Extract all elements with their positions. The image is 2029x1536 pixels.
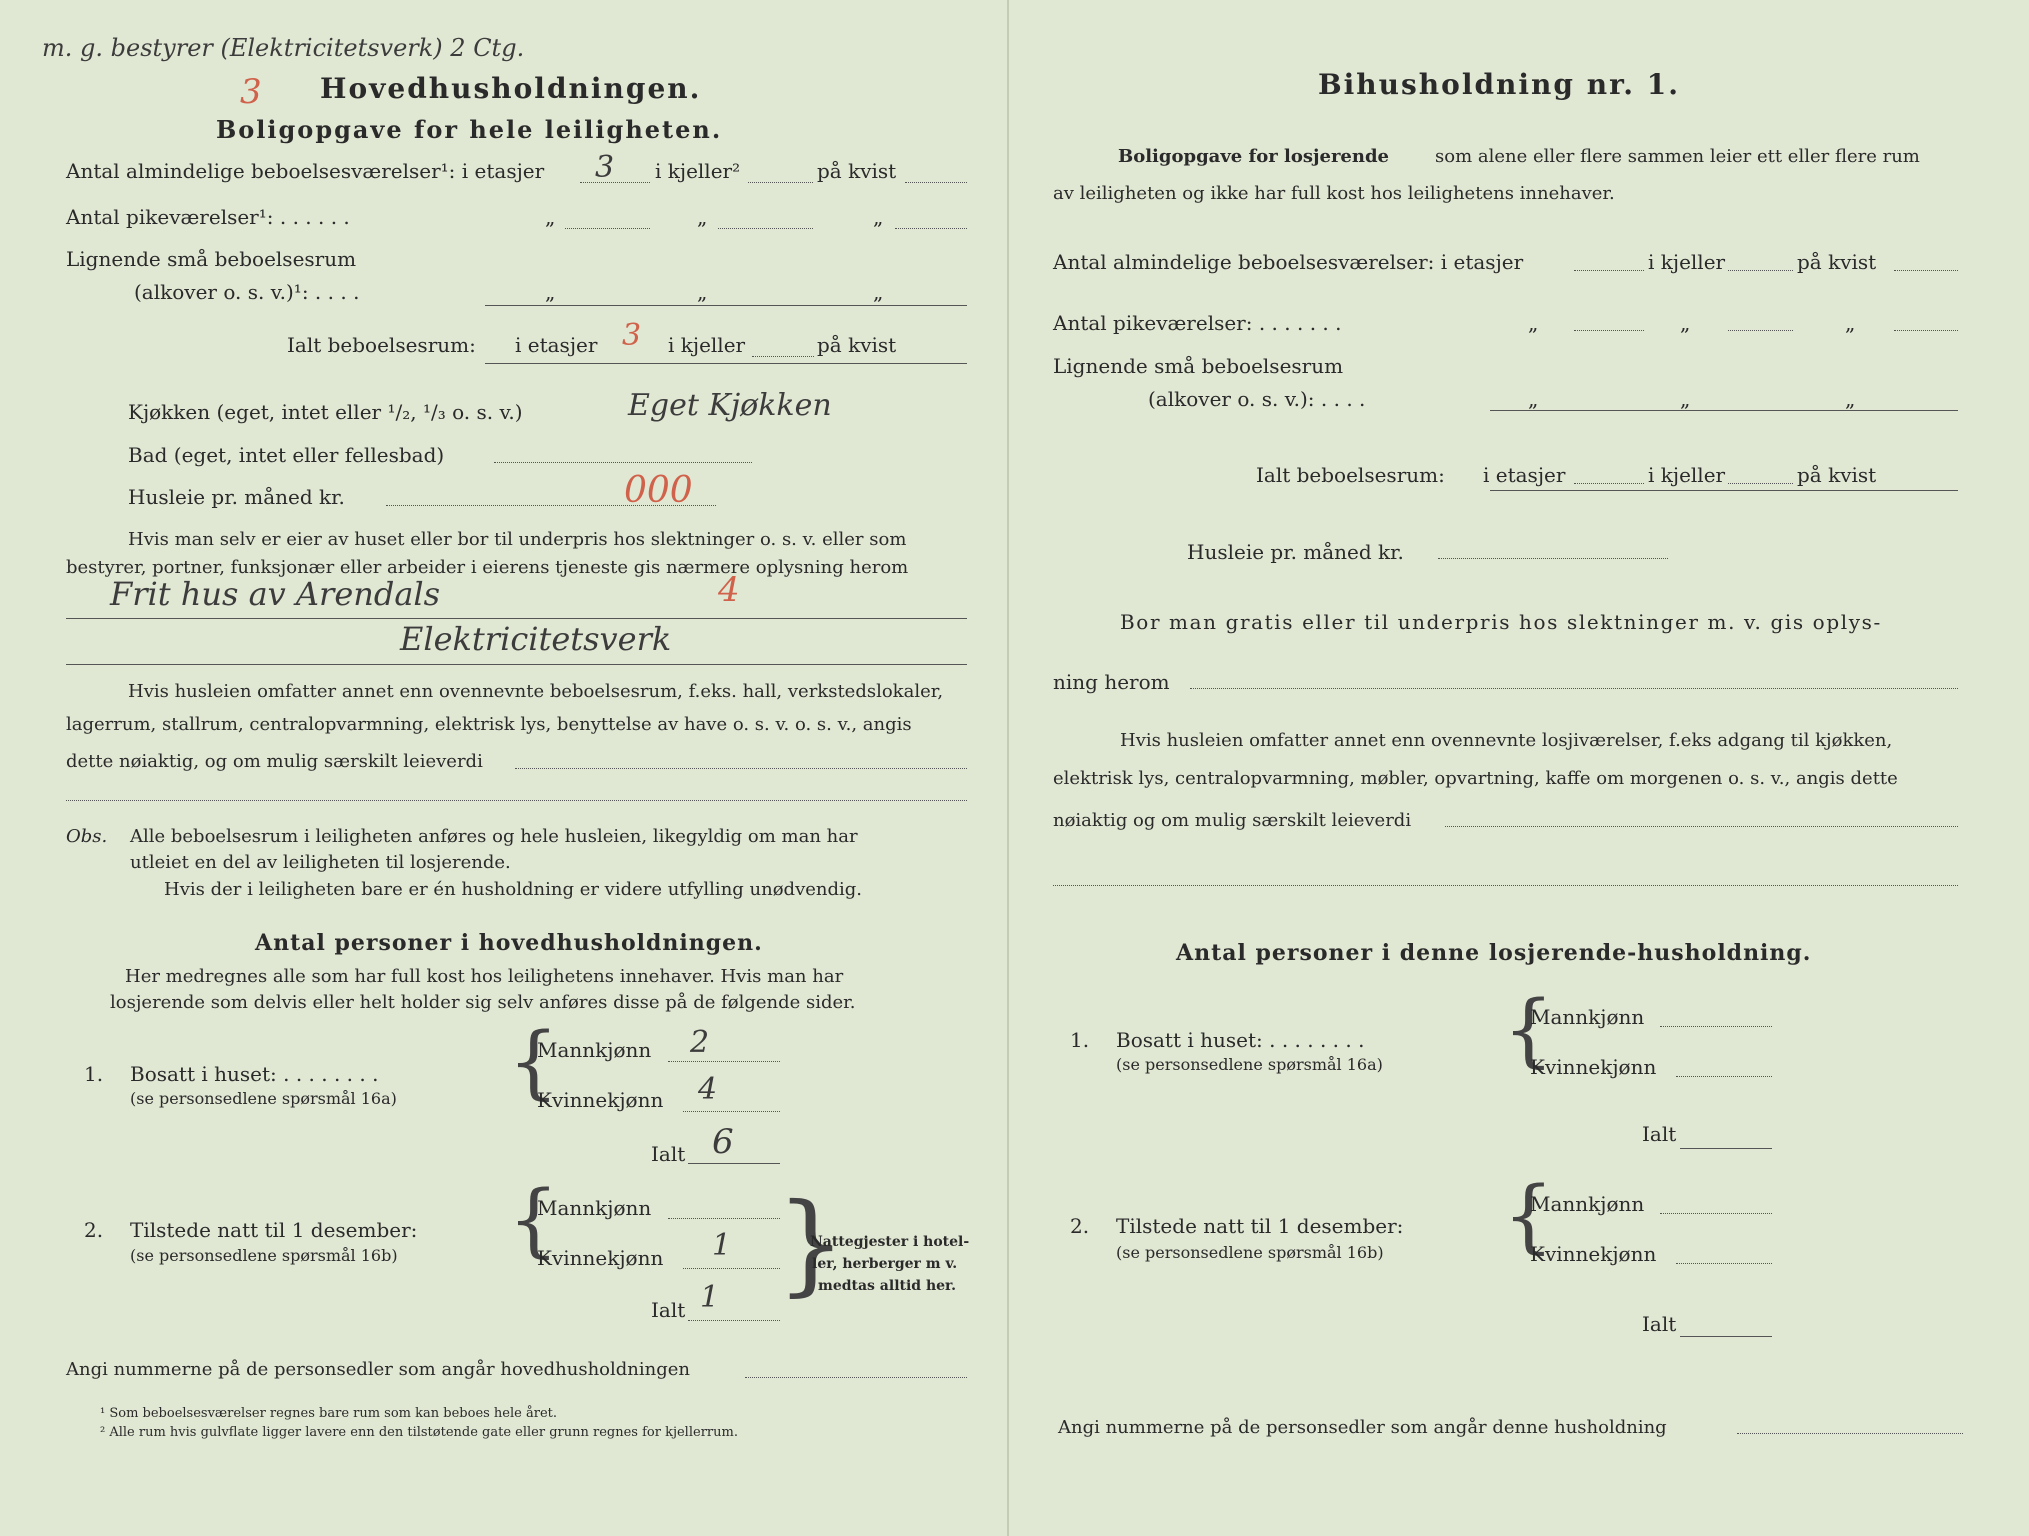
lodger-rooms-kjeller-label: i kjeller bbox=[1648, 250, 1726, 274]
footnote-2: ² Alle rum hvis gulvflate ligger lavere enn den tilstøtende gate eller grunn regnes for kjellerrum. bbox=[100, 1425, 738, 1440]
rooms-label: Antal almindelige beboelsesværelser¹: i etasjer bbox=[66, 159, 545, 183]
lodger-small-rooms-line bbox=[1490, 410, 1958, 411]
ditto-mark: „ bbox=[873, 280, 884, 304]
maid-kjeller-line bbox=[718, 228, 813, 229]
lodger-intro-bold: Boligopgave for losjerende bbox=[1118, 146, 1390, 167]
maid-etasjer-line bbox=[565, 228, 650, 229]
ditto-mark: „ bbox=[697, 280, 708, 304]
q2-sublabel: (se personsedlene spørsmål 16b) bbox=[130, 1246, 398, 1265]
ditto-mark: „ bbox=[1680, 387, 1691, 411]
q1-total-label: Ialt bbox=[651, 1142, 686, 1166]
lodger-q2-male-label: Mannkjønn bbox=[1530, 1192, 1645, 1216]
page-fold bbox=[1007, 0, 1009, 1536]
lodger-rent-includes-3: nøiaktig og om mulig særskilt leieverdi bbox=[1053, 810, 1412, 831]
ditto-mark: „ bbox=[697, 205, 708, 229]
owner-info-handwritten-1: Frit hus av Arendals bbox=[110, 575, 441, 613]
lodger-free-text-1: Bor man gratis eller til underpris hos slektninger m. v. gis oplys- bbox=[1120, 610, 1882, 634]
lodger-q1-brace: { bbox=[1503, 983, 1554, 1076]
owner-info-handwritten-2: Elektricitetsverk bbox=[400, 620, 672, 658]
ditto-mark: „ bbox=[1528, 311, 1539, 335]
lodger-q2-total-line bbox=[1680, 1336, 1772, 1337]
q1-female-line bbox=[683, 1111, 780, 1112]
q2-brace: { bbox=[508, 1173, 559, 1266]
ditto-mark: „ bbox=[545, 205, 556, 229]
lodger-maid-kvist-line bbox=[1894, 330, 1958, 331]
kitchen-label: Kjøkken (eget, intet eller ¹/₂, ¹/₃ o. s. v.) bbox=[128, 400, 523, 424]
night-guests-note-1: Nattegjester i hotel- bbox=[810, 1234, 970, 1250]
rent-value: 000 bbox=[624, 470, 693, 511]
q1-number: 1. bbox=[84, 1062, 104, 1086]
owner-instructions-1: Hvis man selv er eier av huset eller bor til underpris hos slektninger o. s. v. eller som bbox=[128, 529, 907, 550]
obs-text-2: utleiet en del av leiligheten til losjerende. bbox=[130, 852, 511, 873]
maid-rooms-label: Antal pikeværelser¹: . . . . . . bbox=[66, 205, 350, 229]
rooms-kjeller-label: i kjeller² bbox=[655, 159, 741, 183]
rent-label: Husleie pr. måned kr. bbox=[128, 485, 345, 509]
lodger-q2-female-line bbox=[1676, 1263, 1772, 1264]
q2-total-value: 1 bbox=[700, 1280, 720, 1315]
lodger-q1-total-line bbox=[1680, 1148, 1772, 1149]
page-subtitle: Boligopgave for hele leiligheten. bbox=[216, 115, 723, 144]
lodger-free-text-2: ning herom bbox=[1053, 670, 1170, 694]
q2-female-line bbox=[683, 1268, 780, 1269]
rooms-etasjer-value: 3 bbox=[595, 150, 615, 185]
q1-male-label: Mannkjønn bbox=[537, 1038, 652, 1062]
bath-label: Bad (eget, intet eller fellesbad) bbox=[128, 443, 445, 467]
q1-brace: { bbox=[508, 1015, 559, 1108]
total-kvist-label: på kvist bbox=[817, 333, 897, 357]
lodger-total-kvist-label: på kvist bbox=[1797, 463, 1877, 487]
q2-female-label: Kvinnekjønn bbox=[537, 1246, 664, 1270]
q2-label: Tilstede natt til 1 desember: bbox=[130, 1218, 418, 1242]
lodger-rent-includes-1: Hvis husleien omfatter annet enn ovennevnte losjiværelser, f.eks adgang til kjøkken, bbox=[1120, 730, 1893, 751]
lodger-total-etasjer-line bbox=[1574, 483, 1644, 484]
lodger-slip-numbers-line bbox=[1737, 1433, 1963, 1434]
total-etasjer-label: i etasjer bbox=[515, 333, 598, 357]
lodger-q1-male-label: Mannkjønn bbox=[1530, 1005, 1645, 1029]
ditto-mark: „ bbox=[1845, 387, 1856, 411]
lodger-total-kjeller-line bbox=[1728, 483, 1793, 484]
lodger-total-kjeller-label: i kjeller bbox=[1648, 463, 1726, 487]
rooms-kvist-label: på kvist bbox=[817, 159, 897, 183]
lodger-maid-kjeller-line bbox=[1728, 330, 1793, 331]
q2-male-line bbox=[668, 1218, 780, 1219]
small-rooms-sublabel: (alkover o. s. v.)¹: . . . . bbox=[134, 280, 360, 304]
q2-number: 2. bbox=[84, 1218, 104, 1242]
total-etasjer-value: 3 bbox=[622, 318, 642, 353]
ditto-mark: „ bbox=[873, 205, 884, 229]
rooms-etasjer-line bbox=[580, 182, 650, 183]
page-title: Hovedhusholdningen. bbox=[320, 72, 702, 105]
lodger-slip-numbers-label: Angi nummerne på de personsedler som angår denne husholdning bbox=[1058, 1417, 1667, 1438]
lodger-rooms-etasjer-line bbox=[1574, 270, 1644, 271]
owner-instructions-2: bestyrer, portner, funksjonær eller arbeider i eierens tjeneste gis nærmere oplysning herom bbox=[66, 557, 909, 578]
q1-male-line bbox=[668, 1061, 780, 1062]
q1-total-value: 6 bbox=[712, 1122, 734, 1162]
handwritten-top-note: m. g. bestyrer (Elektricitetsverk) 2 Ctg. bbox=[42, 34, 525, 62]
lodger-rent-includes-line-2 bbox=[1053, 885, 1958, 886]
owner-info-mark: 4 bbox=[718, 570, 740, 610]
q2-right-brace: } bbox=[776, 1179, 846, 1307]
total-rooms-line bbox=[485, 363, 967, 364]
rooms-kvist-line bbox=[905, 182, 967, 183]
lodger-intro-2: av leiligheten og ikke har full kost hos leilighetens innehaver. bbox=[1053, 183, 1615, 204]
lodger-rent-includes-2: elektrisk lys, centralopvarmning, møbler, opvartning, kaffe om morgenen o. s. v., angis dette bbox=[1053, 768, 1898, 789]
lodger-intro-rest: som alene eller flere sammen leier ett eller flere rum bbox=[1435, 146, 1920, 167]
total-kjeller-line bbox=[752, 356, 814, 357]
night-guests-note-2: ler, herberger m v. bbox=[812, 1256, 958, 1272]
lodger-rent-includes-line-1 bbox=[1445, 826, 1958, 827]
lodger-small-rooms-sublabel: (alkover o. s. v.): . . . . bbox=[1148, 387, 1366, 411]
obs-text-3: Hvis der i leiligheten bare er én husholdning er videre utfylling unødvendig. bbox=[164, 879, 863, 900]
night-guests-note-3: medtas alltid her. bbox=[818, 1278, 957, 1294]
ditto-mark: „ bbox=[1680, 311, 1691, 335]
q2-female-value: 1 bbox=[712, 1228, 732, 1263]
lodger-q1-number: 1. bbox=[1070, 1028, 1090, 1052]
persons-instructions-1: Her medregnes alle som har full kost hos leilighetens innehaver. Hvis man har bbox=[125, 966, 844, 987]
rent-includes-2: lagerrum, stallrum, centralopvarmning, elektrisk lys, benyttelse av have o. s. v. o. s. v., angis bbox=[66, 714, 912, 735]
lodger-total-rooms-line bbox=[1490, 490, 1958, 491]
rent-includes-3: dette nøiaktig, og om mulig særskilt leieverdi bbox=[66, 751, 483, 772]
rent-includes-line-2 bbox=[66, 800, 967, 801]
maid-kvist-line bbox=[895, 228, 967, 229]
small-rooms-line bbox=[485, 305, 967, 306]
q1-total-line bbox=[688, 1163, 780, 1164]
ditto-mark: „ bbox=[1528, 387, 1539, 411]
ditto-mark: „ bbox=[1845, 311, 1856, 335]
ditto-mark: „ bbox=[545, 280, 556, 304]
lodger-q1-female-line bbox=[1676, 1076, 1772, 1077]
total-kjeller-label: i kjeller bbox=[668, 333, 746, 357]
lodger-free-line bbox=[1190, 688, 1958, 689]
q1-female-label: Kvinnekjønn bbox=[537, 1088, 664, 1112]
lodger-q2-female-label: Kvinnekjønn bbox=[1530, 1242, 1657, 1266]
persons-instructions-2: losjerende som delvis eller helt holder sig selv anføres disse på de følgende sider. bbox=[110, 992, 856, 1013]
lodger-q1-sublabel: (se personsedlene spørsmål 16a) bbox=[1116, 1055, 1383, 1074]
lodger-q2-number: 2. bbox=[1070, 1214, 1090, 1238]
obs-label: Obs. bbox=[66, 826, 108, 847]
lodger-total-etasjer-label: i etasjer bbox=[1483, 463, 1566, 487]
lodger-rent-line bbox=[1438, 558, 1668, 559]
lodger-q2-label: Tilstede natt til 1 desember: bbox=[1116, 1214, 1404, 1238]
q2-total-label: Ialt bbox=[651, 1298, 686, 1322]
lodger-title: Bihusholdning nr. 1. bbox=[1318, 68, 1680, 101]
rent-includes-line-1 bbox=[515, 768, 967, 769]
lodger-maid-etasjer-line bbox=[1574, 330, 1644, 331]
lodger-q2-sublabel: (se personsedlene spørsmål 16b) bbox=[1116, 1243, 1384, 1262]
lodger-q1-label: Bosatt i huset: . . . . . . . . bbox=[1116, 1028, 1365, 1052]
q1-female-value: 4 bbox=[698, 1072, 718, 1107]
total-rooms-label: Ialt beboelsesrum: bbox=[287, 333, 476, 357]
footnote-1: ¹ Som beboelsesværelser regnes bare rum som kan beboes hele året. bbox=[100, 1406, 557, 1421]
rent-includes-1: Hvis husleien omfatter annet enn ovennevnte beboelsesrum, f.eks. hall, verkstedslokaler, bbox=[128, 681, 944, 702]
lodger-persons-title: Antal personer i denne losjerende-husholdning. bbox=[1176, 940, 1812, 966]
slip-numbers-label: Angi nummerne på de personsedler som angår hovedhusholdningen bbox=[66, 1359, 690, 1380]
lodger-q1-female-label: Kvinnekjønn bbox=[1530, 1055, 1657, 1079]
lodger-rent-label: Husleie pr. måned kr. bbox=[1187, 540, 1404, 564]
lodger-rooms-kvist-label: på kvist bbox=[1797, 250, 1877, 274]
owner-info-line-1 bbox=[66, 618, 967, 619]
persons-section-title: Antal personer i hovedhusholdningen. bbox=[255, 930, 763, 956]
owner-info-line-2 bbox=[66, 664, 967, 665]
lodger-total-rooms-label: Ialt beboelsesrum: bbox=[1256, 463, 1445, 487]
q1-label: Bosatt i huset: . . . . . . . . bbox=[130, 1062, 379, 1086]
lodger-q2-brace: { bbox=[1503, 1169, 1554, 1262]
small-rooms-label: Lignende små beboelsesrum bbox=[66, 247, 357, 271]
lodger-rooms-kvist-line bbox=[1894, 270, 1958, 271]
page-number: 3 bbox=[240, 72, 262, 112]
lodger-rooms-kjeller-line bbox=[1728, 270, 1793, 271]
lodger-q1-total-label: Ialt bbox=[1642, 1122, 1677, 1146]
slip-numbers-line bbox=[745, 1377, 967, 1378]
lodger-q2-total-label: Ialt bbox=[1642, 1312, 1677, 1336]
kitchen-value: Eget Kjøkken bbox=[628, 388, 832, 423]
q1-male-value: 2 bbox=[690, 1025, 710, 1060]
lodger-maid-label: Antal pikeværelser: . . . . . . . bbox=[1053, 311, 1342, 335]
bath-line bbox=[494, 462, 752, 463]
lodger-q2-male-line bbox=[1660, 1213, 1772, 1214]
obs-text-1: Alle beboelsesrum i leiligheten anføres og hele husleien, likegyldig om man har bbox=[130, 826, 858, 847]
rooms-kjeller-line bbox=[748, 182, 813, 183]
lodger-rooms-label: Antal almindelige beboelsesværelser: i etasjer bbox=[1053, 250, 1524, 274]
q2-male-label: Mannkjønn bbox=[537, 1196, 652, 1220]
q2-total-line bbox=[688, 1320, 780, 1321]
q1-sublabel: (se personsedlene spørsmål 16a) bbox=[130, 1089, 397, 1108]
lodger-small-rooms-label: Lignende små beboelsesrum bbox=[1053, 354, 1344, 378]
lodger-q1-male-line bbox=[1660, 1026, 1772, 1027]
